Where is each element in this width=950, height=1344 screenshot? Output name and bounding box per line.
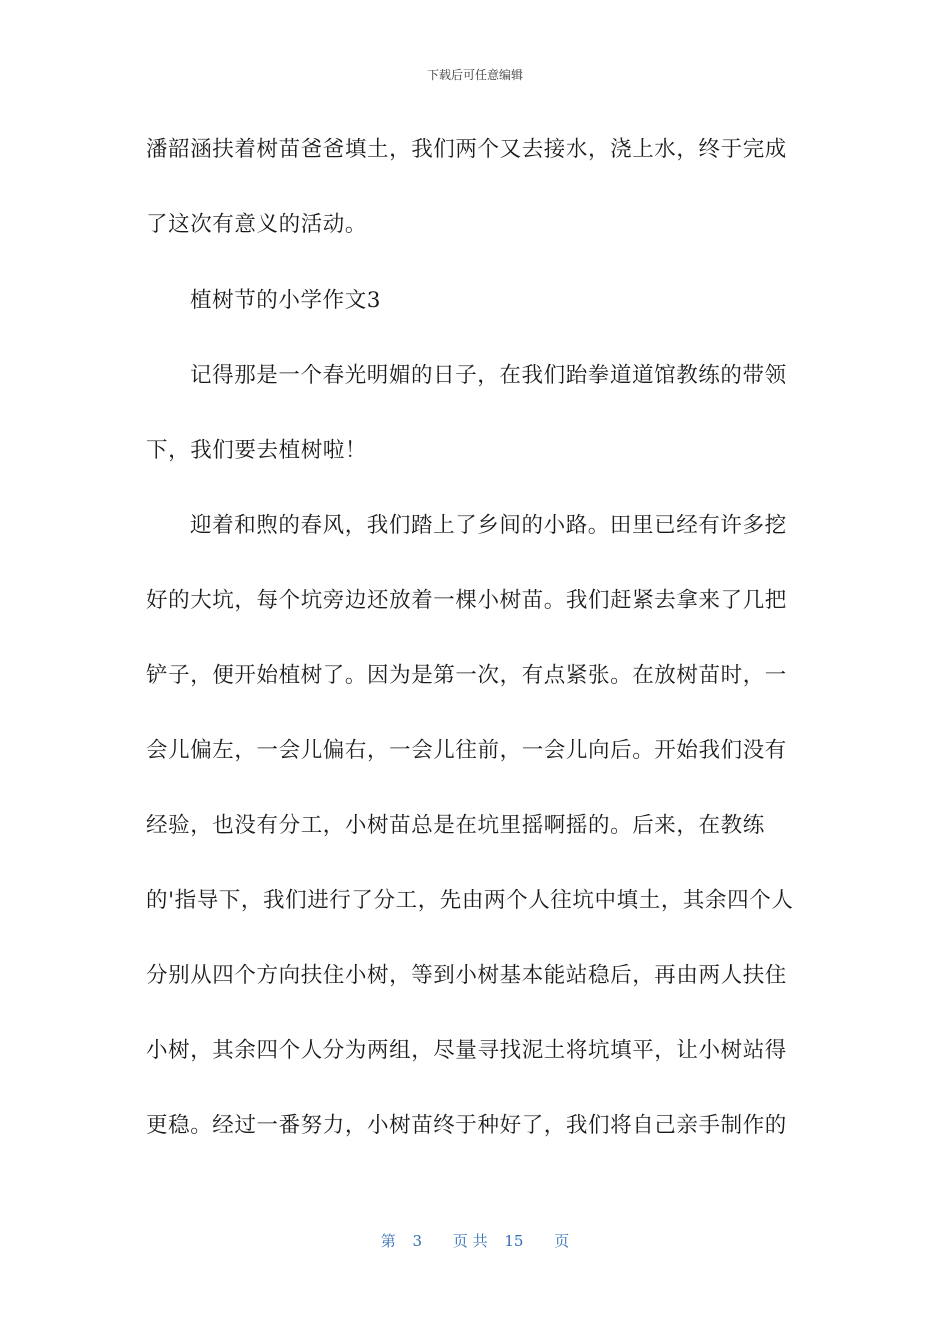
text-line: 了这次有意义的活动。 [146,212,368,237]
text-line: 经验，也没有分工，小树苗总是在坑里摇啊摇的。后来，在教练 [146,813,765,838]
footer-total-pages: 15 [504,1232,524,1250]
text-line: 记得那是一个春光明媚的日子，在我们跆拳道道馆教练的带领 [190,363,787,388]
page-footer [0,1230,950,1251]
text-line: 分别从四个方向扶住小树，等到小树基本能站稳后，再由两人扶住 [146,963,787,988]
footer-page-number: 3 [412,1232,423,1250]
page-header: 下载后可任意编辑 [426,68,523,82]
text-line: 迎着和煦的春风，我们踏上了乡间的小路。田里已经有许多挖 [190,513,787,538]
text-line: 下，我们要去植树啦！ [146,438,368,463]
text-line: 更稳。经过一番努力，小树苗终于种好了，我们将自己亲手制作的 [146,1113,787,1138]
footer-prefix: 第 [380,1232,396,1250]
text-line: 潘韶涵扶着树苗爸爸填土，我们两个又去接水，浇上水，终于完成 [146,137,787,162]
text-line: 会儿偏左，一会儿偏右，一会儿往前，一会儿向后。开始我们没有 [146,738,787,763]
text-line: 小树，其余四个人分为两组，尽量寻找泥土将坑填平，让小树站得 [146,1038,787,1063]
text-line: 的'指导下，我们进行了分工，先由两个人往坑中填土，其余四个人 [146,888,794,913]
footer-suffix: 页 [554,1232,570,1250]
section-heading: 植树节的小学作文3 [190,288,382,313]
text-line: 好的大坑，每个坑旁边还放着一棵小树苗。我们赶紧去拿来了几把 [146,588,787,613]
text-line: 铲子，便开始植树了。因为是第一次，有点紧张。在放树苗时，一 [146,663,787,688]
footer-middle: 页 共 [452,1232,488,1250]
